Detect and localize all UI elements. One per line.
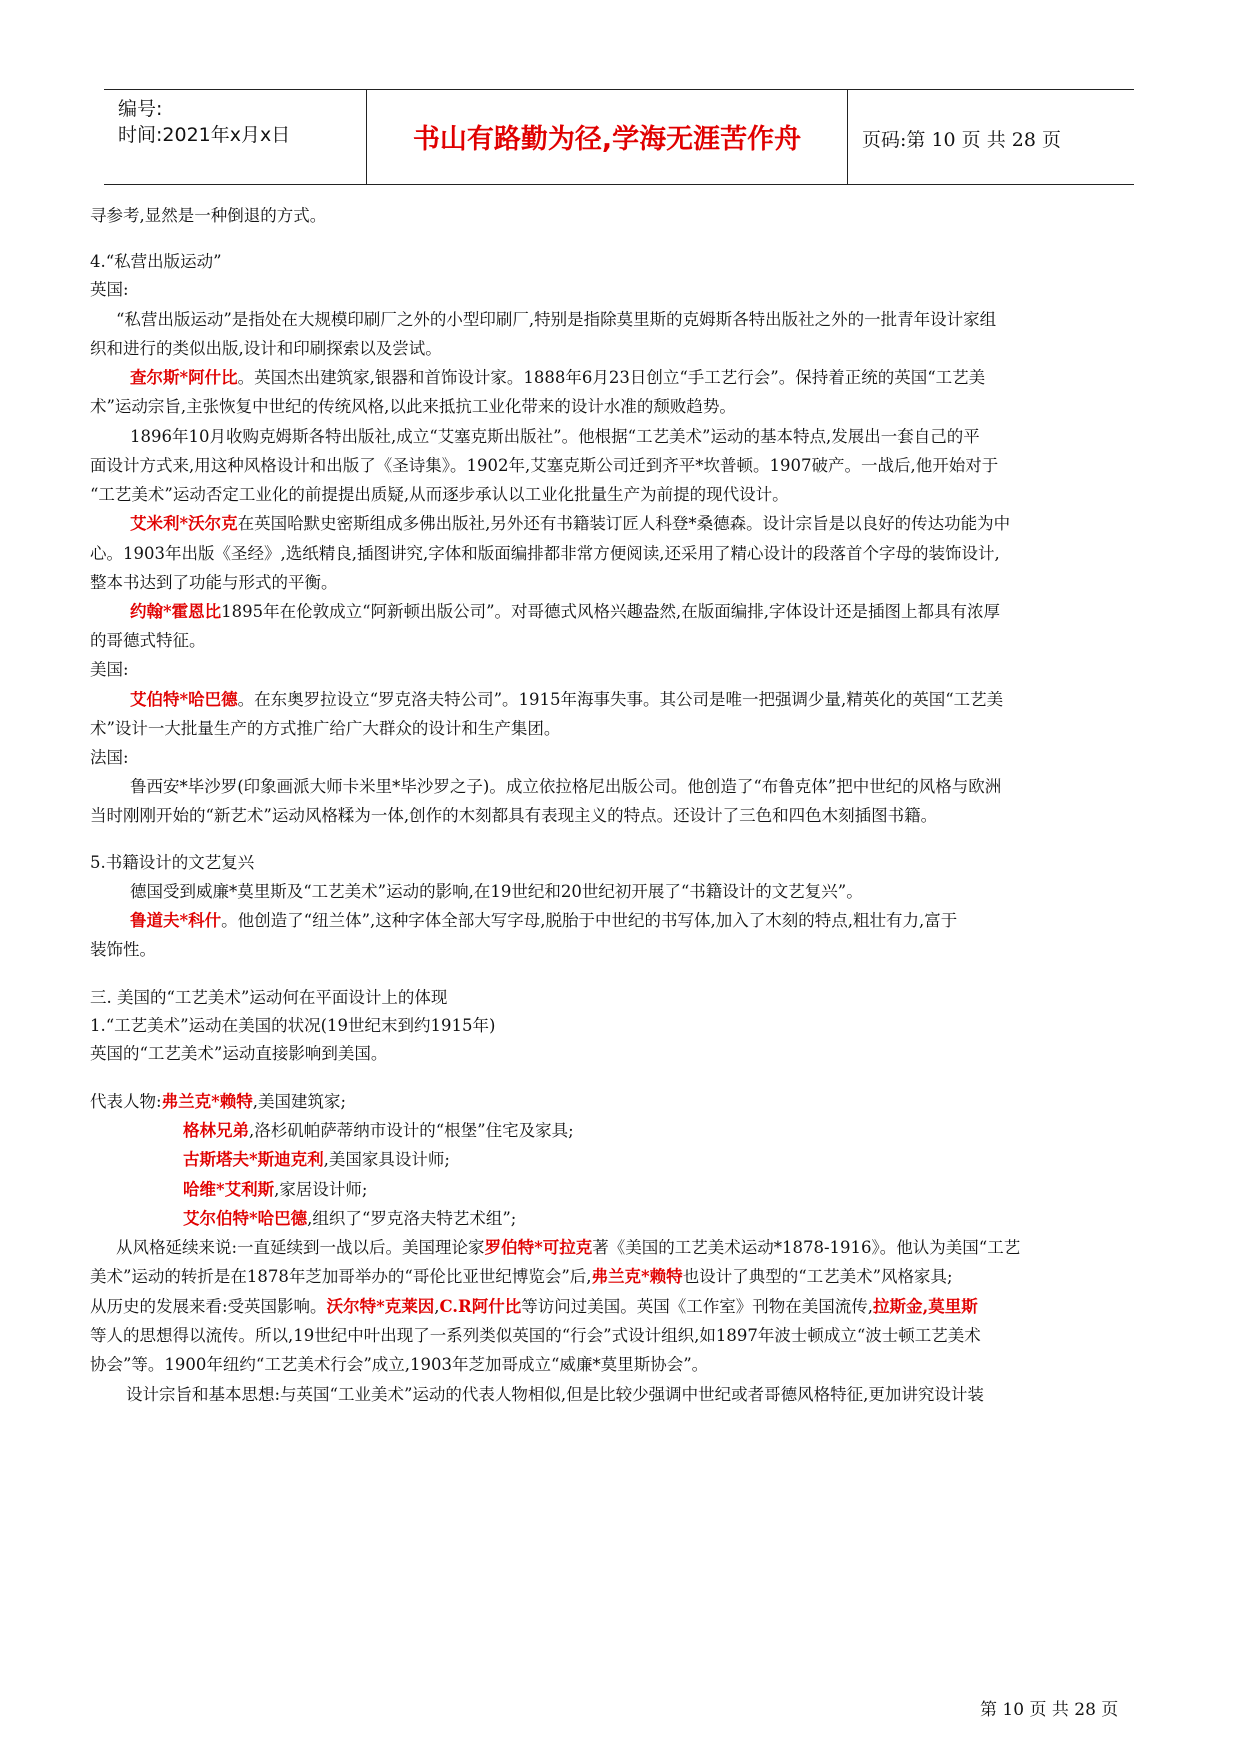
representatives-row: 古斯塔夫*斯迪克利,美国家具设计师; (183, 1150, 450, 1169)
representatives-row: 格林兄弟,洛杉矶帕萨蒂纳市设计的“根堡”住宅及家具; (183, 1121, 574, 1140)
subsection-heading: 1.“工艺美术”运动在美国的状况(19世纪末到约1915年) (90, 1016, 496, 1035)
paragraph: 美术”运动的转折是在1878年芝加哥举办的“哥伦比亚世纪博览会”后,弗兰克*赖特也设计了典型的“工艺美术”风格家具; (90, 1267, 953, 1286)
paragraph: 术”设计一大批量生产的方式推广给广大群众的设计和生产集团。 (90, 719, 561, 738)
person-name: 艾伯特*哈巴德 (130, 690, 238, 709)
person-name: 拉斯金,莫里斯 (873, 1297, 978, 1316)
paragraph: 艾伯特*哈巴德。在东奥罗拉设立“罗克洛夫特公司”。1915年海事失事。其公司是唯一把强调少量,精英化的英国“工艺美 (130, 690, 1004, 709)
country-label: 法国: (90, 748, 129, 767)
section-heading: 5.书籍设计的文艺复兴 (90, 853, 255, 872)
person-name: 约翰*霍恩比 (130, 602, 222, 621)
country-label: 美国: (90, 660, 129, 679)
paragraph: 等人的思想得以流传。所以,19世纪中叶出现了一系列类似英国的“行会”式设计组织,如1897年波士顿成立“波士顿工艺美术 (90, 1326, 981, 1345)
paragraph: 鲁道夫*科什。他创造了“纽兰体”,这种字体全部大写字母,脱胎于中世纪的书写体,加入了木刻的特点,粗壮有力,富于 (130, 911, 958, 930)
paragraph: 心。1903年出版《圣经》,选纸精良,插图讲究,字体和版面编排都非常方便阅读,还采用了精心设计的段落首个字母的装饰设计, (90, 544, 1000, 563)
person-name: 艾尔伯特*哈巴德 (183, 1209, 308, 1228)
person-name: 罗伯特*可拉克 (484, 1238, 593, 1257)
paragraph: 鲁西安*毕沙罗(印象画派大师卡米里*毕沙罗之子)。成立依拉格尼出版公司。他创造了“布鲁克体”把中世纪的风格与欧洲 (130, 777, 1002, 796)
representatives-row: 代表人物:弗兰克*赖特,美国建筑家; (90, 1092, 347, 1111)
document-number: 编号: (118, 98, 163, 120)
paragraph: 面设计方式来,用这种风格设计和出版了《圣诗集》。1902年,艾塞克斯公司迁到齐平*坎普顿。1907破产。一战后,他开始对于 (90, 456, 999, 475)
representatives-row: 艾尔伯特*哈巴德,组织了“罗克洛夫特艺术组”; (183, 1209, 517, 1228)
paragraph: 从历史的发展来看:受英国影响。沃尔特*克莱因,C.R阿什比等访问过美国。英国《工作室》刊物在美国流传,拉斯金,莫里斯 (90, 1297, 978, 1316)
document-time: 时间:2021年x月x日 (118, 124, 291, 146)
header-motto: 书山有路勤为径,学海无涯苦作舟 (412, 124, 802, 155)
section-heading: 4.“私营出版运动” (90, 252, 222, 271)
paragraph: 织和进行的类似出版,设计和印刷探索以及尝试。 (90, 339, 442, 358)
paragraph: 当时刚刚开始的“新艺术”运动风格糅为一体,创作的木刻都具有表现主义的特点。还设计了三色和四色木刻插图书籍。 (90, 806, 938, 825)
person-name: 哈维*艾利斯 (183, 1180, 275, 1199)
paragraph: “工艺美术”运动否定工业化的前提提出质疑,从而逐步承认以工业化批量生产为前提的现代设计。 (90, 485, 789, 504)
paragraph: 整本书达到了功能与形式的平衡。 (90, 573, 338, 592)
person-name: 查尔斯*阿什比 (130, 368, 238, 387)
header-info-cell (104, 90, 367, 184)
header-motto-cell (367, 90, 848, 184)
country-label: 英国: (90, 280, 129, 299)
paragraph: 查尔斯*阿什比。英国杰出建筑家,银器和首饰设计家。1888年6月23日创立“手工艺行会”。保持着正统的英国“工艺美 (130, 368, 986, 387)
paragraph: 1896年10月收购克姆斯各特出版社,成立“艾塞克斯出版社”。他根据“工艺美术”运动的基本特点,发展出一套自己的平 (130, 427, 980, 446)
person-name: 弗兰克*赖特 (161, 1092, 253, 1111)
paragraph: 艾米利*沃尔克在英国哈默史密斯组成多佛出版社,另外还有书籍装订匠人科登*桑德森。设计宗旨是以良好的传达功能为中 (130, 514, 1011, 533)
paragraph: 协会”等。1900年纽约“工艺美术行会”成立,1903年芝加哥成立“威廉*莫里斯协会”。 (90, 1355, 709, 1374)
person-name: 格林兄弟 (183, 1121, 249, 1140)
paragraph: 德国受到威廉*莫里斯及“工艺美术”运动的影响,在19世纪和20世纪初开展了“书籍设计的文艺复兴”。 (130, 882, 863, 901)
header-page-code: 页码:第 10 页 共 28 页 (862, 129, 1061, 151)
paragraph: 术”运动宗旨,主张恢复中世纪的传统风格,以此来抵抗工业化带来的设计水准的颓败趋势。 (90, 397, 736, 416)
page-footer: 第 10 页 共 28 页 (980, 1700, 1119, 1720)
page-header (104, 89, 1134, 185)
paragraph: 设计宗旨和基本思想:与英国“工业美术”运动的代表人物相似,但是比较少强调中世纪或者哥德风格特征,更加讲究设计装 (126, 1385, 984, 1404)
person-name: C.R阿什比 (439, 1297, 522, 1316)
representatives-row: 哈维*艾利斯,家居设计师; (183, 1180, 368, 1199)
paragraph: 的哥德式特征。 (90, 631, 206, 650)
paragraph: “私营出版运动”是指处在大规模印刷厂之外的小型印刷厂,特别是指除莫里斯的克姆斯各特出版社之外的一批青年设计家组 (116, 310, 997, 329)
person-name: 弗兰克*赖特 (591, 1267, 683, 1286)
section-heading: 三. 美国的“工艺美术”运动何在平面设计上的体现 (90, 988, 448, 1007)
person-name: 古斯塔夫*斯迪克利 (183, 1150, 324, 1169)
person-name: 艾米利*沃尔克 (130, 514, 238, 533)
paragraph: 从风格延续来说:一直延续到一战以后。美国理论家罗伯特*可拉克著《美国的工艺美术运动*1878-1916》。他认为美国“工艺 (116, 1238, 1021, 1257)
header-page-cell (848, 90, 1134, 184)
paragraph: 寻参考,显然是一种倒退的方式。 (90, 206, 327, 225)
person-name: 沃尔特*克莱因 (326, 1297, 435, 1316)
paragraph: 装饰性。 (90, 940, 156, 959)
person-name: 鲁道夫*科什 (130, 911, 222, 930)
representatives-label: 代表人物: (90, 1092, 162, 1111)
paragraph: 约翰*霍恩比1895年在伦敦成立“阿新顿出版公司”。对哥德式风格兴趣盎然,在版面编排,字体设计还是插图上都具有浓厚 (130, 602, 1000, 621)
paragraph: 英国的“工艺美术”运动直接影响到美国。 (90, 1044, 388, 1063)
